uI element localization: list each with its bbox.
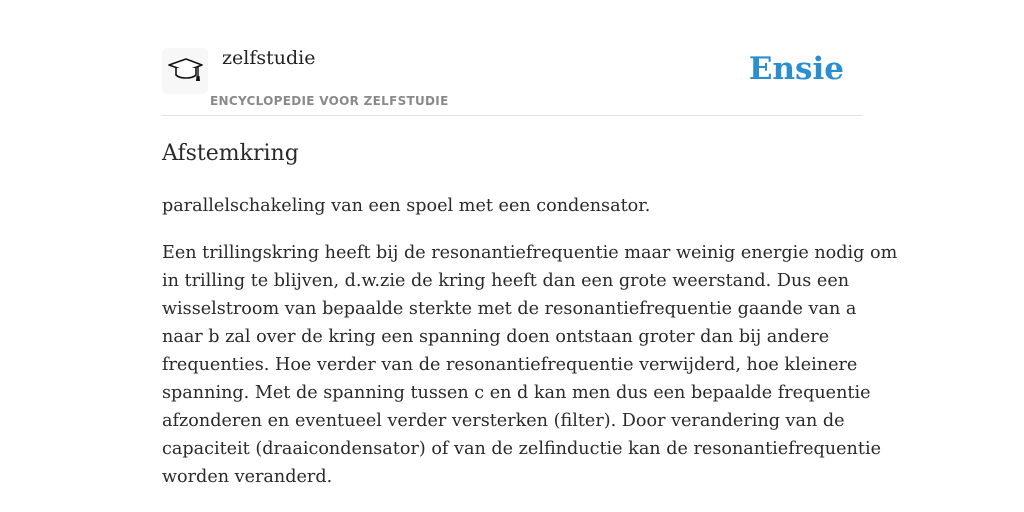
article-title: Afstemkring (162, 141, 299, 166)
body-line: frequenties. Hoe verder van de resonantiefrequentie verwijderd, hoe kleinere (162, 355, 858, 375)
body-line: Een trillingskring heeft bij de resonantiefrequentie maar weinig energie nodig om (162, 243, 898, 263)
site-name[interactable]: zelfstudie (222, 47, 316, 69)
body-line: spanning. Met de spanning tussen c en d kan men dus een bepaalde frequentie (162, 383, 871, 403)
graduation-cap-icon (167, 56, 203, 86)
body-line: capaciteit (draaicondensator) of van de zelfinductie kan de resonantiefrequentie (162, 439, 881, 459)
site-logo[interactable] (162, 48, 208, 94)
body-line: worden veranderd. (162, 467, 333, 487)
article-definition: parallelschakeling van een spoel met een condensator. (162, 196, 651, 216)
body-line: wisselstroom van bepaalde sterkte met de resonantiefrequentie gaande van a (162, 299, 857, 319)
body-line: in trilling te blijven, d.w.zie de kring heeft dan een grote weerstand. Dus een (162, 271, 850, 291)
site-tagline: ENCYCLOPEDIE VOOR ZELFSTUDIE (210, 94, 449, 108)
brand-logo[interactable]: Ensie (748, 51, 844, 87)
body-line: naar b zal over de kring een spanning doen ontstaan groter dan bij andere (162, 327, 830, 347)
article-body (162, 239, 898, 491)
site-header (162, 38, 862, 116)
body-line: afzonderen en eventueel verder versterken (filter). Door verandering van de (162, 411, 845, 431)
